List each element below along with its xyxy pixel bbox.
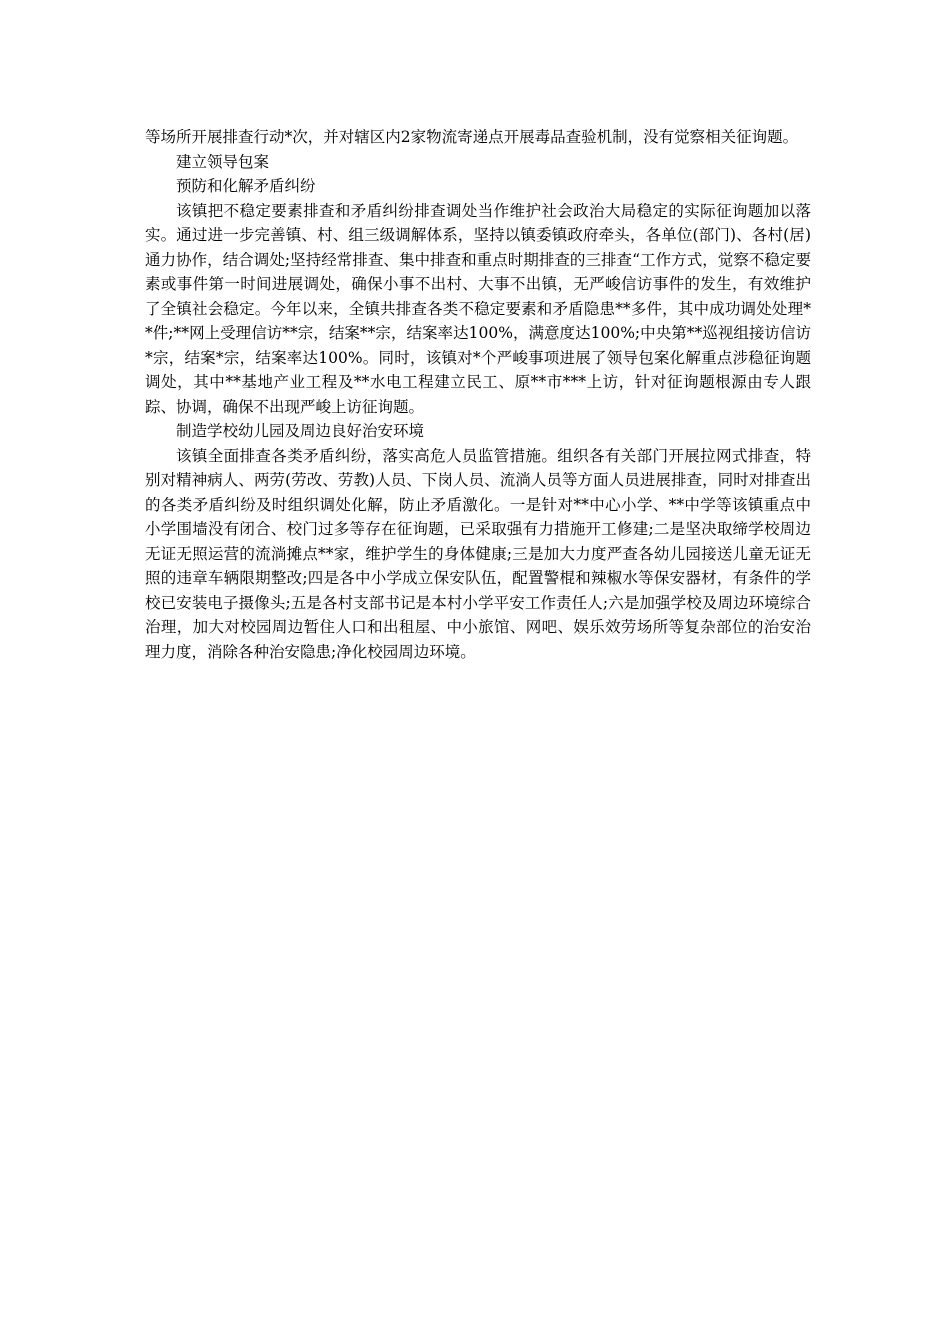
section-heading-dispute-resolution: 预防和化解矛盾纠纷 (176, 177, 316, 195)
paragraph-dispute-resolution: 该镇把不稳定要素排查和矛盾纠纷排查调处当作维护社会政治大局稳定的实际征询题加以落实。通过进一步完善镇、村、组三级调解体系，坚持以镇委镇政府牵头，各单位(部门)、各村(居)通力协作，结合调处;坚持经常排查、集中排查和重点时期排查的三排查“工作方式，觉察不稳定要素或事件第一时间进展调处，确保小事不出村、大事不出镇，无严峻信访事件的发生，有效维护了全镇社会稳定。今年以来，全镇共排查各类不稳定要素和矛盾隐患**多件，其中成功调处处理**件;**网上受理信访**宗，结案**宗，结案率达100%，满意度达100%;中央第**巡视组接访信访*宗，结案*宗，结案率达100%。同时，该镇对*个严峻事项进展了领导包案化解重点涉稳征询题调处，其中**基地产业工程及**水电工程建立民工、原**市***上访，针对征询题根源由专人跟踪、协调，确保不出现严峻上访征询题。 (145, 201, 811, 416)
section-heading-leadership-case: 建立领导包案 (176, 152, 270, 171)
section-heading-school-safety: 制造学校幼儿园及周边良好治安环境 (176, 422, 425, 440)
paragraph-school-safety: 该镇全面排查各类矛盾纠纷，落实高危人员监管措施。组织各有关部门开展拉网式排查，特别对精神病人、两劳(劳改、劳教)人员、下岗人员、流淌人员等方面人员进展排查，同时对排查出的各类矛盾纠纷及时组织调处化解，防止矛盾激化。一是针对**中心小学、**中学等该镇重点中小学围墙没有闭合、校门过多等存在征询题，已采取强有力措施开工修建;二是坚决取缔学校周边无证无照运营的流淌摊点**家，维护学生的身体健康;三是加大力度严查各幼儿园接送儿童无证无照的违章车辆限期整改;四是各中小学成立保安队伍，配置警棍和辣椒水等保安器材，有条件的学校已安装电子摄像头;五是各村支部书记是本村小学平安工作责任人;六是加强学校及周边环境综合治理，加大对校园周边暂住人口和出租屋、中小旅馆、网吧、娱乐效劳场所等复杂部位的治安治理力度，消除各种治安隐患;净化校园周边环境。 (145, 446, 811, 661)
paragraph-continuation: 等场所开展排查行动*次，并对辖区内2家物流寄递点开展毒品查验机制，没有觉察相关征询题。 (145, 128, 799, 146)
document-body (145, 125, 811, 664)
